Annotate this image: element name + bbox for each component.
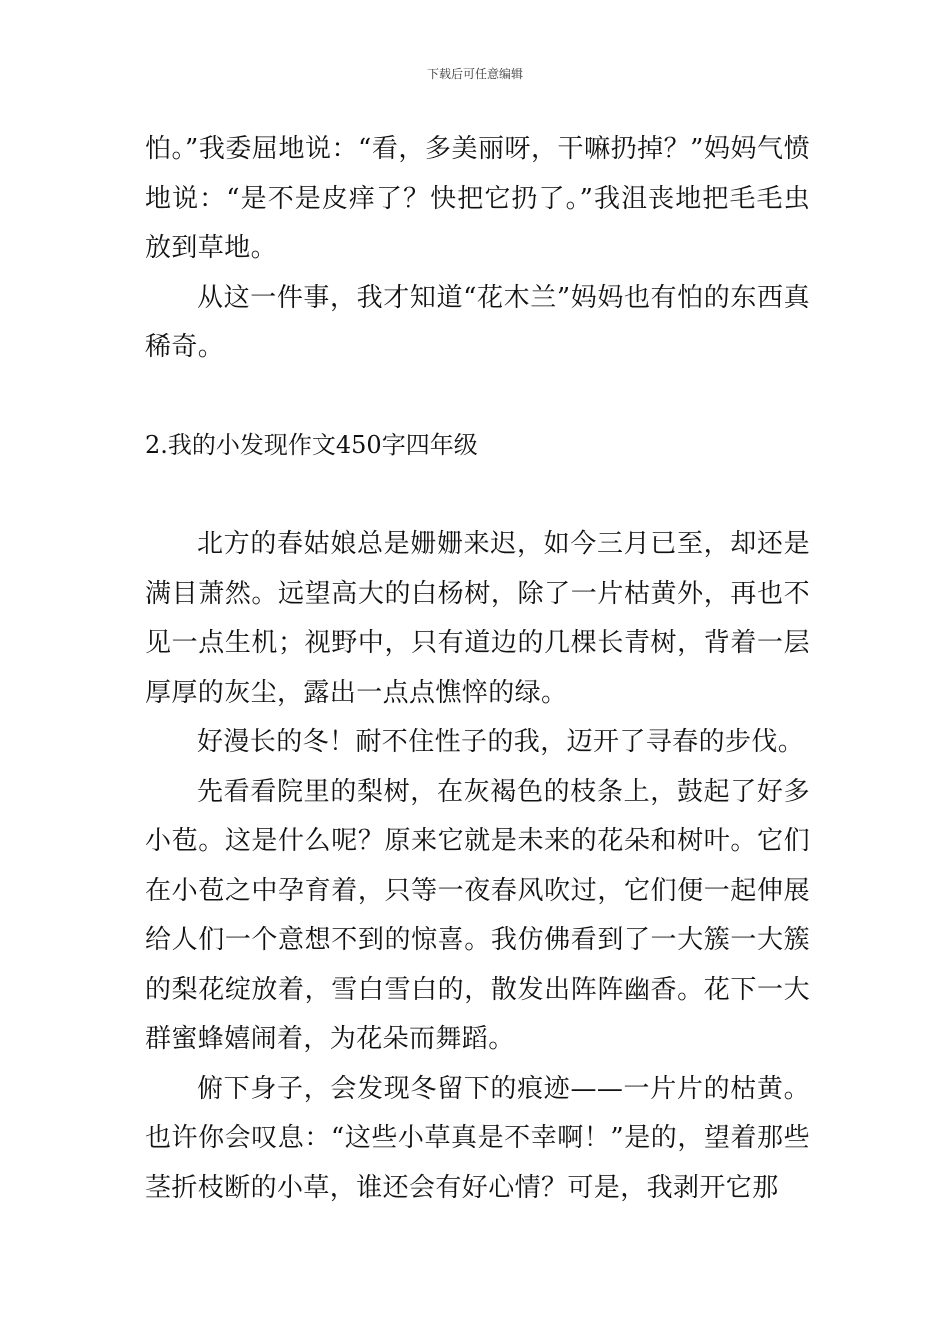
section-heading: 2.我的小发现作文450字四年级 [145, 430, 478, 459]
section-spacer [145, 470, 810, 520]
section-spacer [145, 373, 810, 421]
paragraph-6: 俯下身子，会发现冬留下的痕迹——一片片的枯黄。也许你会叹息：“这些小草真是不幸啊！”是的，望着那些茎折枝断的小草，谁还会有好心情？可是，我剥开它那 [145, 1073, 810, 1203]
paragraph-2: 从这一件事，我才知道“花木兰”妈妈也有怕的东西真稀奇。 [145, 282, 810, 362]
paragraph-5: 先看看院里的梨树，在灰褐色的枝条上，鼓起了好多小苞。这是什么呢？原来它就是未来的花朵和树叶。它们在小苞之中孕育着，只等一夜春风吹过，它们便一起伸展给人们一个意想不到的惊喜。我仿佛看到了一大簇一大簇的梨花绽放着，雪白雪白的，散发出阵阵幽香。花下一大群蜜蜂嬉闹着，为花朵而舞蹈。 [145, 776, 810, 1054]
paragraph-1: 怕。”我委屈地说：“看，多美丽呀，干嘛扔掉？”妈妈气愤地说：“是不是皮痒了？快把它扔了。”我沮丧地把毛毛虫放到草地。 [145, 134, 810, 263]
page-header: 下载后可任意编辑 [426, 67, 523, 81]
paragraph-3: 北方的春姑娘总是姗姗来迟，如今三月已至，却还是满目萧然。远望高大的白杨树，除了一片枯黄外，再也不见一点生机；视野中，只有道边的几棵长青树，背着一层厚厚的灰尘，露出一点点憔悴的绿。 [145, 529, 810, 708]
document-body [145, 125, 810, 1213]
paragraph-4: 好漫长的冬！耐不住性子的我，迈开了寻春的步伐。 [197, 727, 805, 757]
